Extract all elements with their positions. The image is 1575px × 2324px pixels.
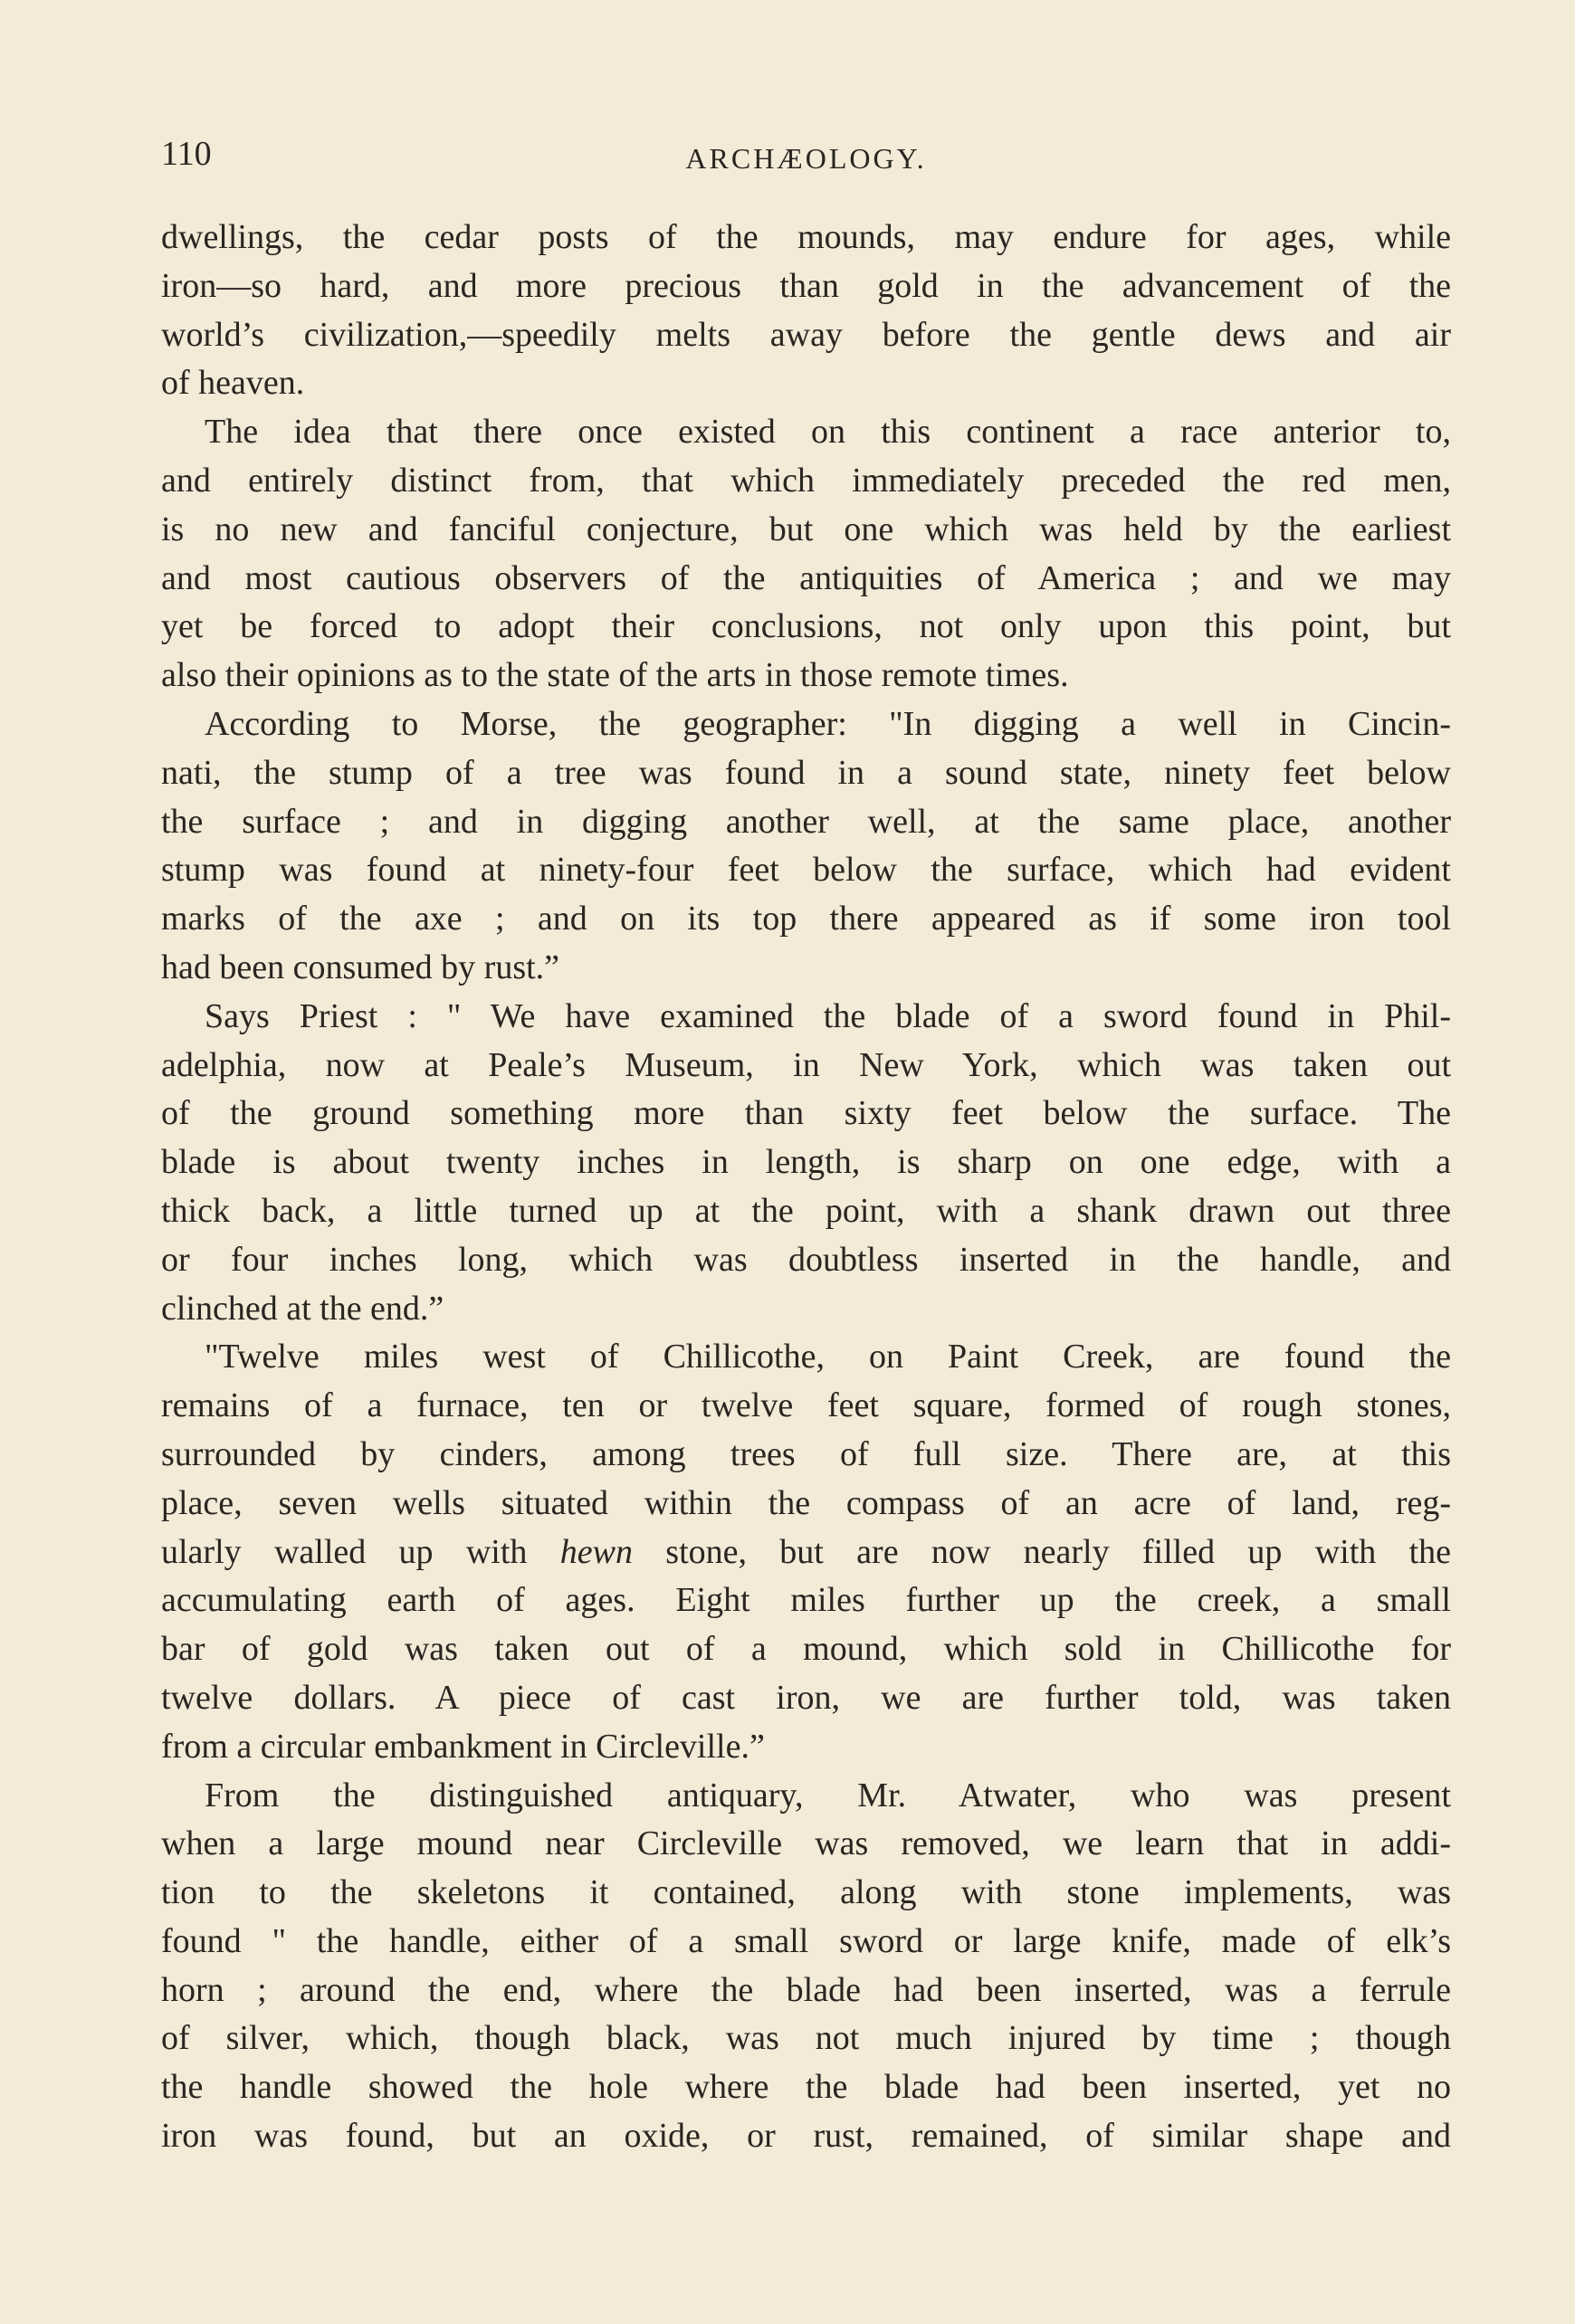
text-line: adelphia, now at Peale’s Museum, in New York, which was taken out — [161, 1045, 1451, 1084]
text-line: had been consumed by rust.” — [161, 948, 560, 986]
page-number: 110 — [161, 135, 212, 173]
text-line: accumulating earth of ages. Eight miles further up the creek, a small — [161, 1581, 1451, 1620]
text-line: and most cautious observers of the antiquities of America ; and we may — [161, 558, 1451, 597]
text-line: bar of gold was taken out of a mound, which sold in Chillicothe for — [161, 1630, 1451, 1669]
body-text — [161, 214, 1451, 2161]
text-line: when a large mound near Circleville was removed, we learn that in addi- — [161, 1824, 1451, 1863]
text-line: and entirely distinct from, that which immediately preceded the red men, — [161, 461, 1451, 500]
text-line: place, seven wells situated within the compass of an acre of land, reg- — [161, 1483, 1451, 1522]
text-line: The idea that there once existed on this continent a race anterior to, — [205, 413, 1451, 452]
text-segment: ularly walled up with — [161, 1532, 560, 1571]
text-line: from a circular embankment in Circleville.” — [161, 1727, 765, 1766]
text-line: remains of a furnace, ten or twelve feet square, formed of rough stones, — [161, 1386, 1451, 1425]
text-line: surrounded by cinders, among trees of full size. There are, at this — [161, 1434, 1451, 1473]
text-line: marks of the axe ; and on its top there appeared as if some iron tool — [161, 900, 1451, 938]
text-line: world’s civilization,—speedily melts away before the gentle dews and air — [161, 315, 1451, 354]
text-line: thick back, a little turned up at the point, with a shank drawn out three — [161, 1191, 1451, 1230]
text-line: According to Morse, the geographer: "In digging a well in Cincin- — [205, 704, 1451, 743]
text-line: stump was found at ninety-four feet below the surface, which had evident — [161, 851, 1451, 890]
text-line: Says Priest : " We have examined the blade of a sword found in Phil- — [205, 996, 1451, 1035]
running-title: ARCHÆOLOGY. — [685, 142, 927, 175]
text-line: is no new and fanciful conjecture, but one which was held by the earliest — [161, 510, 1451, 548]
text-line: clinched at the end.” — [161, 1289, 444, 1328]
text-line: of the ground something more than sixty feet below the surface. The — [161, 1094, 1451, 1133]
text-line: yet be forced to adopt their conclusions, not only upon this point, but — [161, 607, 1451, 646]
text-line: or four inches long, which was doubtless inserted in the handle, and — [161, 1240, 1451, 1279]
text-line: "Twelve miles west of Chillicothe, on Paint Creek, are found the — [205, 1338, 1451, 1376]
text-line: of heaven. — [161, 364, 305, 403]
text-line: the handle showed the hole where the blade had been inserted, yet no — [161, 2068, 1451, 2107]
page-header — [161, 127, 1451, 181]
text-line: iron was found, but an oxide, or rust, remained, of similar shape and — [161, 2117, 1451, 2156]
text-line: also their opinions as to the state of the arts in those remote times. — [161, 656, 1069, 695]
text-line: of silver, which, though black, was not much injured by time ; though — [161, 2019, 1451, 2058]
text-line: found " the handle, either of a small sword or large knife, made of elk’s — [161, 1921, 1451, 1960]
italic-word: hewn — [559, 1532, 633, 1571]
text-line: dwellings, the cedar posts of the mounds, may endure for ages, while — [161, 218, 1451, 256]
text-line: iron—so hard, and more precious than gold in the advancement of the — [161, 266, 1451, 305]
text-line: the surface ; and in digging another well, at the same place, another — [161, 802, 1451, 841]
text-line — [161, 1529, 1451, 1577]
text-line: From the distinguished antiquary, Mr. Atwater, who was present — [205, 1776, 1451, 1814]
text-line: blade is about twenty inches in length, is sharp on one edge, with a — [161, 1143, 1451, 1182]
text-line: nati, the stump of a tree was found in a sound state, ninety feet below — [161, 753, 1451, 792]
text-line: horn ; around the end, where the blade had been inserted, was a ferrule — [161, 1970, 1451, 2009]
text-segment: stone, but are now nearly filled up with the — [632, 1532, 1452, 1571]
text-line: twelve dollars. A piece of cast iron, we are further told, was taken — [161, 1678, 1451, 1717]
text-line: tion to the skeletons it contained, along with stone implements, was — [161, 1873, 1451, 1912]
